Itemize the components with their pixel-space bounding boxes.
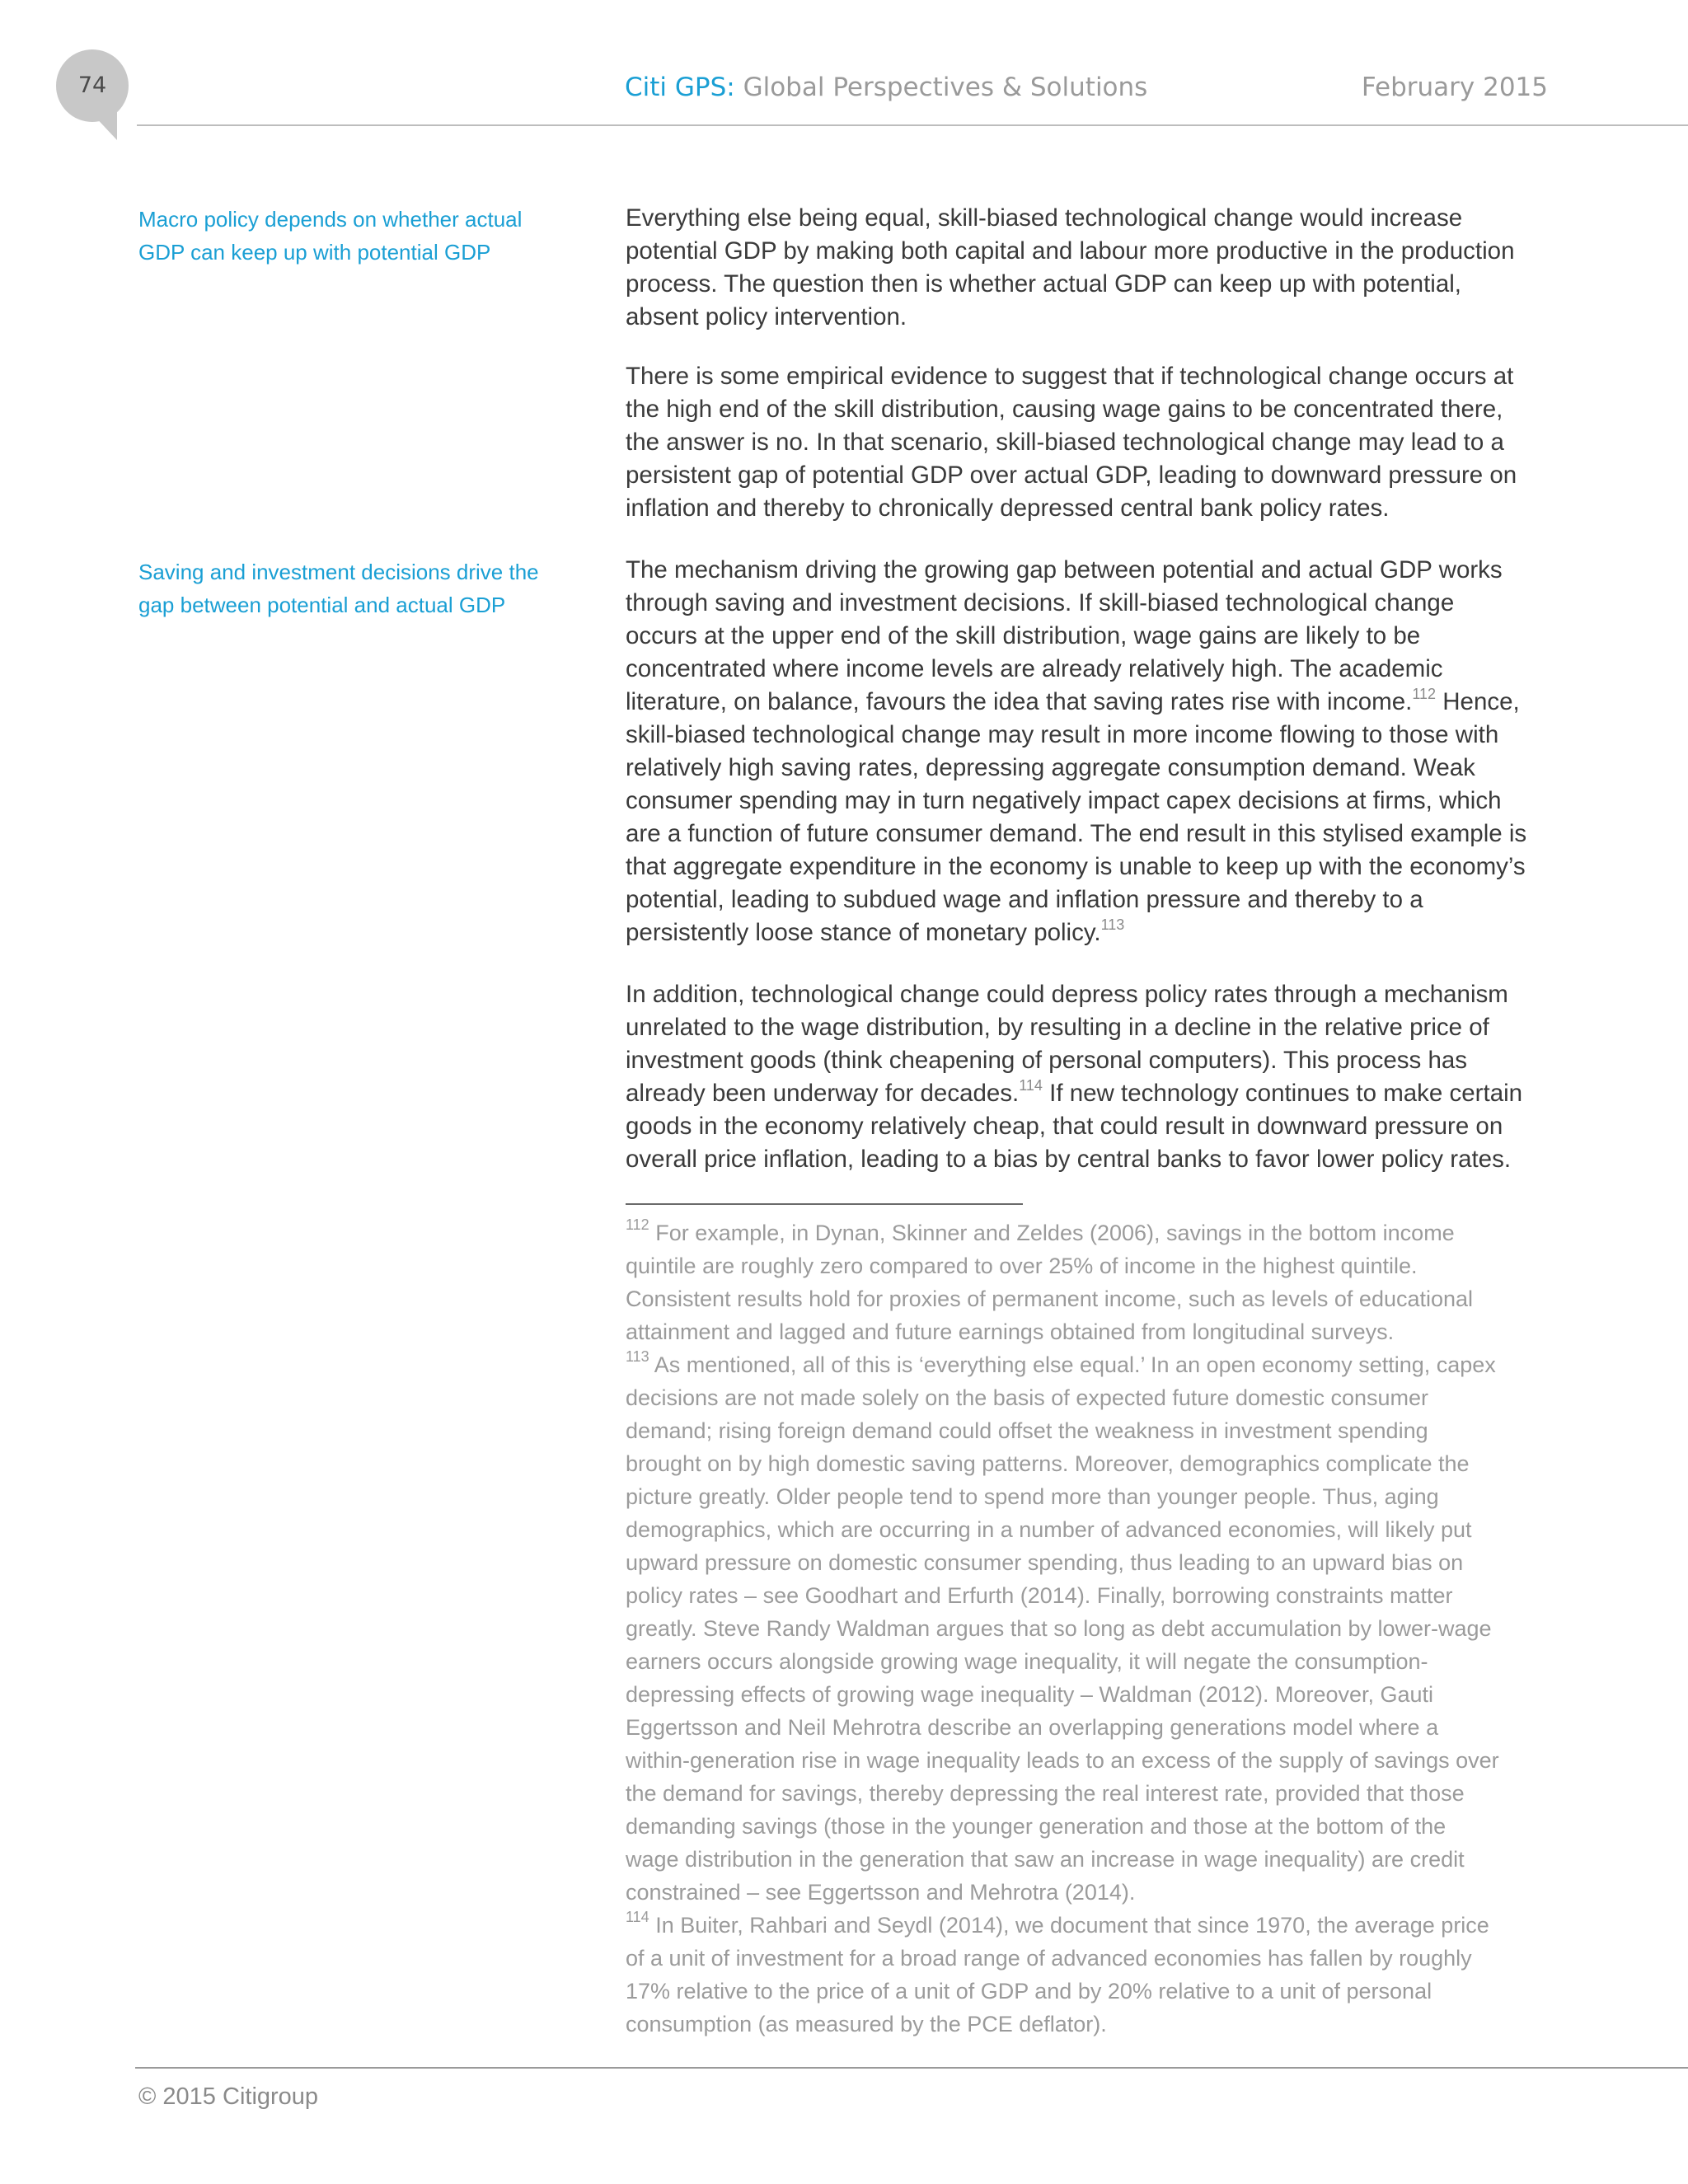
footnote-ref-113[interactable]: 113 bbox=[1100, 916, 1125, 933]
footnote-113 bbox=[626, 1348, 1553, 1909]
publication-title bbox=[625, 73, 1147, 102]
page-number: 74 bbox=[77, 73, 107, 98]
footnote-ref-114[interactable]: 114 bbox=[1019, 1077, 1043, 1094]
footnote-ref-112[interactable]: 112 bbox=[1412, 686, 1437, 702]
body-paragraph-2 bbox=[626, 360, 1553, 525]
page-number-badge bbox=[56, 49, 129, 122]
footnote-text: In Buiter, Rahbari and Seydl (2014), we document that since 1970, the average price of a unit of investment for a broad range of advanced economies has fallen by roughly 17% relative to the price of a unit of GDP and by 20% relative to a unit of personal consumption (as measured by the PCE deflator). bbox=[626, 1913, 1489, 2036]
body-paragraph-3 bbox=[626, 554, 1553, 949]
sidenote-macro-policy: Macro policy depends on whether actual GDP can keep up with potential GDP bbox=[138, 207, 523, 265]
paragraph-text-part: Hence, skill-biased technological change may result in more income flowing to those with relatively high saving rates, depressing aggregate consumption demand. Weak consumer spending may in turn negatively impact capex decisions at firms, which are a function of future consumer demand. The end result in this stylised example is that aggregate expenditure in the economy is unable to keep up with the economy’s potential, leading to subdued wage and inflation pressure and thereby to a persistently loose stance of monetary policy. bbox=[626, 688, 1527, 946]
paragraph-text: Everything else being equal, skill-biased technological change would increase potential GDP by making both capital and labour more productive in the production process. The question then is whether actual GDP can keep up with potential, absent policy intervention. bbox=[626, 204, 1515, 330]
footnotes-section bbox=[626, 1216, 1553, 2041]
footnote-114 bbox=[626, 1909, 1553, 2041]
header-divider bbox=[137, 124, 1688, 126]
brand-name: Citi GPS: bbox=[625, 73, 735, 102]
paragraph-text: There is some empirical evidence to suggest that if technological change occurs at the high end of the skill distribution, causing wage gains to be concentrated there, the answer is no. In that scenario, skill-biased technological change may lead to a persistent gap of potential GDP over actual GDP, leading to downward pressure on inflation and thereby to chronically depressed central bank policy rates. bbox=[626, 363, 1517, 522]
footnote-112 bbox=[626, 1216, 1553, 1348]
copyright-notice: © 2015 Citigroup bbox=[138, 2083, 319, 2110]
paragraph-text bbox=[626, 978, 1553, 1176]
paragraph-text-part: In addition, technological change could depress policy rates through a mechanism unrelated to the wage distribution, by resulting in a decline in the relative price of investment goods (think cheapening of personal computers). This process has already been underway for decades. bbox=[626, 981, 1508, 1107]
footer-divider bbox=[135, 2067, 1688, 2069]
body-paragraph-1 bbox=[626, 202, 1553, 334]
paragraph-text-part: The mechanism driving the growing gap between potential and actual GDP works through saving and investment decisions. If skill-biased technological change occurs at the upper end of the skill distribution, wage gains are likely to be concentrated where income levels are already relatively high. The academic literature, on balance, favours the idea that saving rates rise with income. bbox=[626, 556, 1503, 715]
footnote-text: For example, in Dynan, Skinner and Zeldes (2006), savings in the bottom income quintile are roughly zero compared to over 25% of income in the highest quintile. Consistent results hold for proxies of permanent income, such as levels of educational attainment and lagged and future earnings obtained from longitudinal surveys. bbox=[626, 1221, 1474, 1344]
paragraph-text bbox=[626, 554, 1553, 949]
footnote-text: As mentioned, all of this is ‘everything else equal.’ In an open economy setting, capex decisions are not made solely on the basis of expected future domestic consumer demand; rising foreign demand could offset the weakness in investment spending brought on by high domestic saving patterns. Moreover, demographics complicate the picture greatly. Older people tend to spend more than younger people. Thus, aging demographics, which are occurring in a number of advanced economies, will likely put upward pressure on domestic consumer spending, thus leading to an upward bias on policy rates – see Goodhart and Erfurth (2014). Finally, borrowing constraints matter greatly. Steve Randy Waldman argues that so long as debt accumulation by lower-wage earners occurs alongside growing wage inequality, it will negate the consumption- depressing effects of growing wage inequality – Waldman (2012). Moreover, Gauti Eggertsson and Neil Mehrotra describe an overlapping generations model where a within-generation rise in wage inequality leads to an excess of the supply of savings over the demand for savings, thereby depressing the real interest rate, provided that those demanding savings (those in the younger generation and those at the bottom of the wage distribution in the generation that saw an increase in wage inequality) are credit constrained – see Eggertsson and Mehrotra (2014). bbox=[626, 1352, 1499, 1905]
publication-subtitle: Global Perspectives & Solutions bbox=[734, 73, 1148, 102]
publication-date: February 2015 bbox=[1361, 73, 1548, 102]
sidenote-saving-investment: Saving and investment decisions drive the gap between potential and actual GDP bbox=[138, 560, 539, 617]
footnote-divider bbox=[626, 1203, 1023, 1205]
footnote-number: 113 bbox=[626, 1348, 649, 1365]
footnote-number: 114 bbox=[626, 1909, 649, 1925]
paragraph-text-part: If new technology continues to make certain goods in the economy relatively cheap, that could result in downward pressure on overall price inflation, leading to a bias by central banks to favor lower policy rates. bbox=[626, 1080, 1523, 1173]
footnote-number: 112 bbox=[626, 1216, 649, 1233]
body-paragraph-4 bbox=[626, 978, 1553, 1176]
